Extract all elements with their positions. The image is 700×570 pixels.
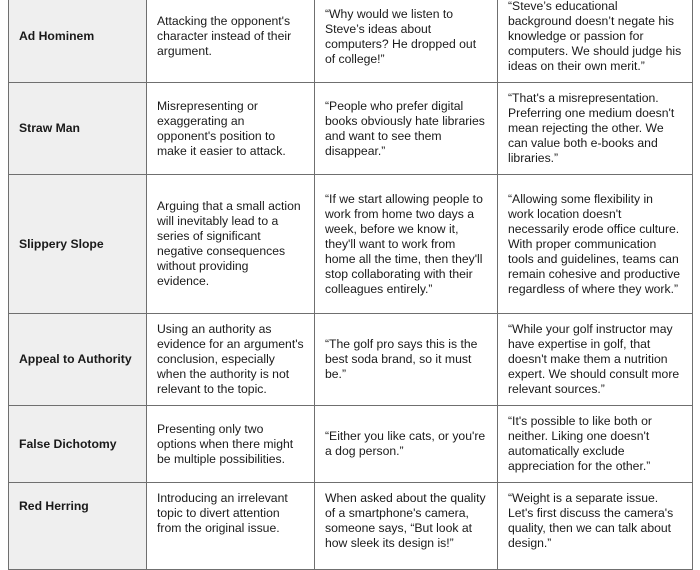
fallacy-response: “Weight is a separate issue. Let's first discuss the camera's quality, then we can talk about design.” (498, 483, 693, 570)
fallacy-name: False Dichotomy (9, 406, 147, 483)
fallacy-response: “That's a misrepresentation. Preferring one medium doesn't mean rejecting the other. We can value both e-books and libraries.” (498, 83, 693, 175)
fallacy-example: When asked about the quality of a smartphone's camera, someone says, “But look at how sleek its design is!” (315, 483, 498, 570)
fallacy-name: Slippery Slope (9, 175, 147, 314)
fallacy-example: “Either you like cats, or you're a dog person.” (315, 406, 498, 483)
fallacy-name: Straw Man (9, 83, 147, 175)
table-row (9, 406, 693, 483)
fallacy-definition: Misrepresenting or exaggerating an opponent's position to make it easier to attack. (147, 83, 315, 175)
fallacy-definition: Introducing an irrelevant topic to divert attention from the original issue. (147, 483, 315, 570)
table-row (9, 483, 693, 570)
fallacy-table (8, 0, 693, 570)
fallacy-definition: Using an authority as evidence for an argument's conclusion, especially when the authority is not relevant to the topic. (147, 314, 315, 406)
fallacy-response: “While your golf instructor may have expertise in golf, that doesn't make them a nutrition expert. We should consult more relevant sources.” (498, 314, 693, 406)
fallacy-example: “People who prefer digital books obviously hate libraries and want to see them disappear.” (315, 83, 498, 175)
fallacy-response: “Steve’s educational background doesn’t negate his knowledge or passion for computers. We should judge his ideas on their own merit.” (498, 0, 693, 83)
table-row (9, 0, 693, 83)
table-row (9, 314, 693, 406)
fallacy-definition: Arguing that a small action will inevitably lead to a series of significant negative consequences without providing evidence. (147, 175, 315, 314)
fallacy-name: Ad Hominem (9, 0, 147, 83)
fallacy-response: “Allowing some flexibility in work location doesn't necessarily erode office culture. With proper communication tools and guidelines, teams can remain cohesive and productive regardless of where they work.” (498, 175, 693, 314)
fallacy-example: “The golf pro says this is the best soda brand, so it must be.” (315, 314, 498, 406)
fallacy-definition: Presenting only two options when there might be multiple possibilities. (147, 406, 315, 483)
fallacy-example: “Why would we listen to Steve’s ideas about computers? He dropped out of college!” (315, 0, 498, 83)
fallacy-response: “It's possible to like both or neither. Liking one doesn't automatically exclude appreciation for the other.” (498, 406, 693, 483)
fallacy-name: Red Herring (9, 483, 147, 570)
fallacy-definition: Attacking the opponent's character instead of their argument. (147, 0, 315, 83)
fallacy-example: “If we start allowing people to work from home two days a week, before we know it, they'll want to work from home all the time, then they'll stop collaborating with their colleagues entirely.” (315, 175, 498, 314)
table-row (9, 175, 693, 314)
fallacy-name: Appeal to Authority (9, 314, 147, 406)
table-row (9, 83, 693, 175)
